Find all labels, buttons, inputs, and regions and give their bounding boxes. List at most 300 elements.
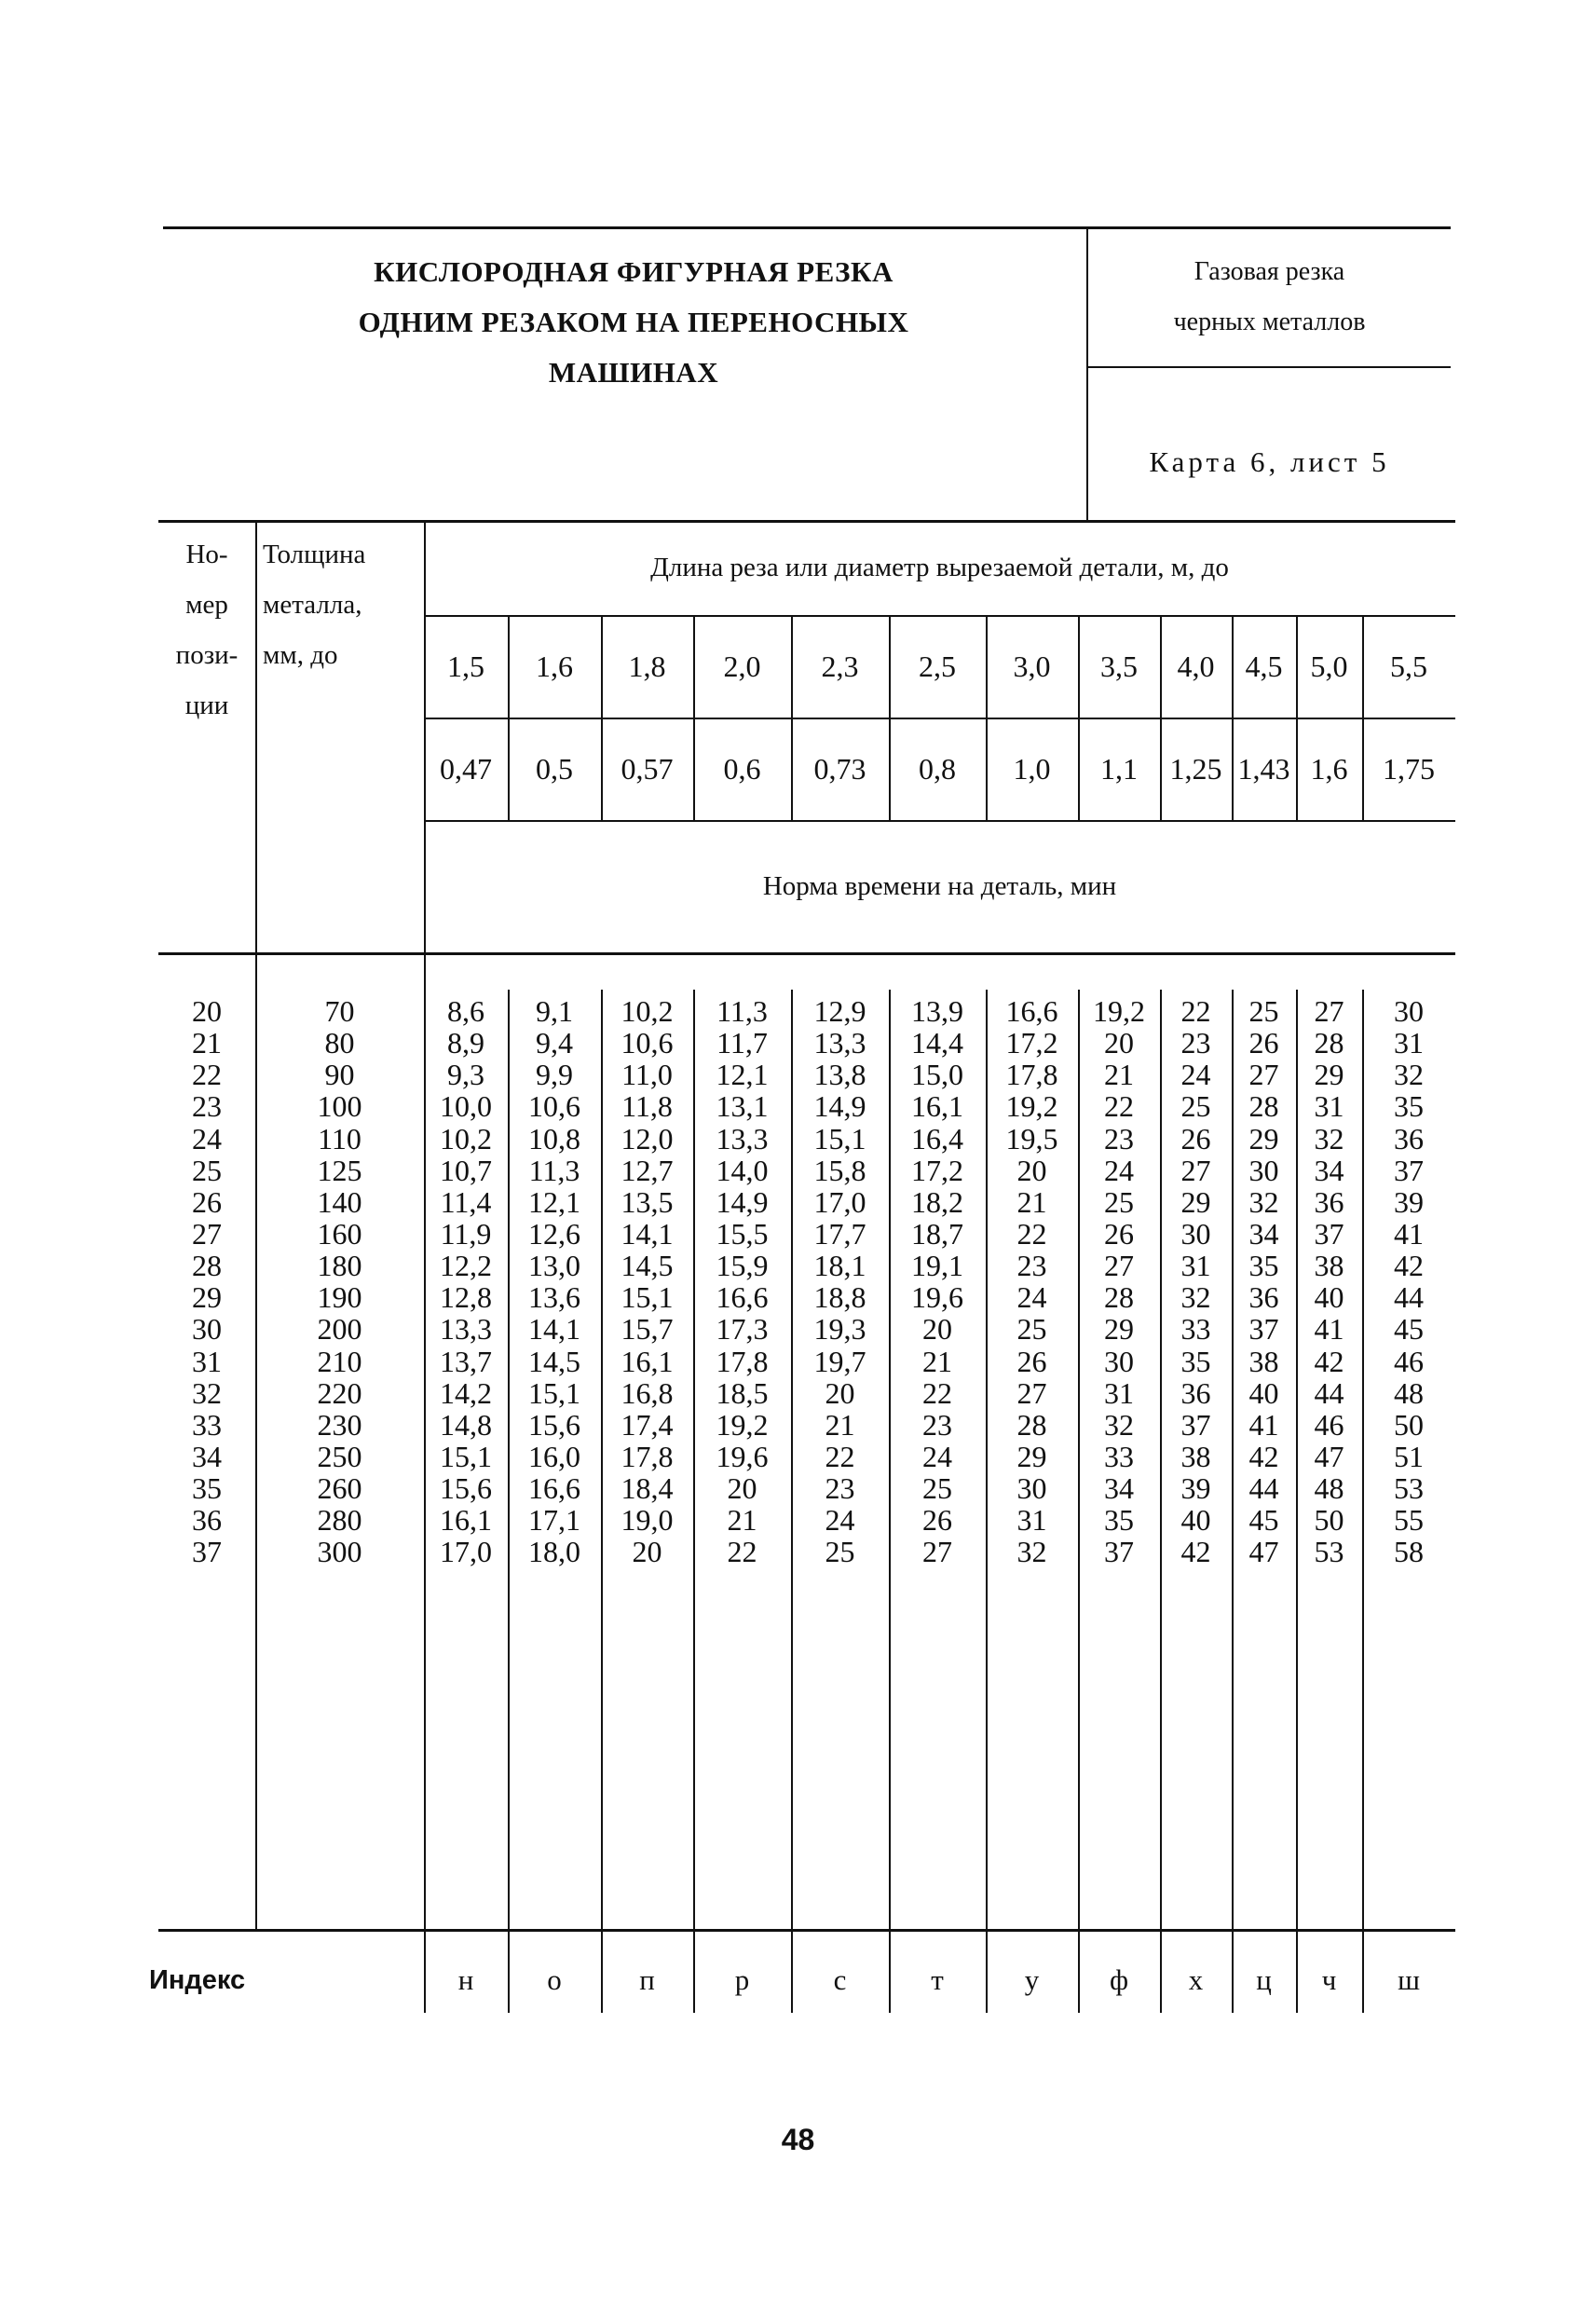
time-norm-cell: 13,0	[528, 1249, 580, 1283]
length-value-cell: 0,47	[440, 752, 492, 786]
time-norm-cell: 17,8	[621, 1440, 674, 1474]
time-norm-cell: 10,2	[440, 1121, 492, 1156]
col-header-position-line: ции	[184, 691, 229, 720]
time-norm-cell: 14,8	[440, 1407, 492, 1442]
time-norm-cell: 48	[1394, 1375, 1424, 1410]
time-norm-cell: 24	[825, 1503, 855, 1538]
position-number: 27	[192, 1216, 222, 1251]
time-norm-cell: 35	[1180, 1344, 1211, 1378]
length-value-cell: 5,5	[1390, 650, 1427, 683]
time-norm-cell: 8,6	[447, 993, 484, 1028]
header-vertical-separator	[1086, 226, 1088, 520]
length-value-cell: 0,73	[813, 752, 866, 786]
time-norm-cell: 35	[1104, 1503, 1134, 1538]
time-norm-cell: 13,9	[911, 993, 963, 1028]
time-norm-cell: 10,2	[621, 993, 674, 1028]
length-value-cell: 0,6	[723, 752, 761, 786]
time-norm-cell: 24	[922, 1440, 952, 1474]
time-norm-cell: 41	[1394, 1216, 1424, 1251]
time-norm-cell: 19,0	[621, 1503, 674, 1538]
position-number: 26	[192, 1184, 222, 1219]
time-norm-cell: 16,6	[1005, 993, 1058, 1028]
time-norm-cell: 25	[1104, 1184, 1134, 1219]
time-norm-cell: 15,1	[528, 1375, 580, 1410]
index-letter: ц	[1256, 1963, 1272, 1996]
time-norm-cell: 15,6	[440, 1471, 492, 1506]
position-number: 36	[192, 1503, 222, 1538]
col-header-thickness-line: мм, до	[263, 640, 338, 670]
time-norm-cell: 20	[1104, 1026, 1134, 1060]
time-norm-cell: 26	[1248, 1026, 1279, 1060]
time-norm-cell: 16,6	[528, 1471, 580, 1506]
time-norm-cell: 36	[1248, 1280, 1279, 1315]
time-norm-cell: 13,1	[716, 1089, 769, 1124]
length-value-cell: 0,57	[621, 752, 674, 786]
position-number: 25	[192, 1153, 222, 1187]
thickness-value: 230	[317, 1407, 362, 1442]
time-norm-cell: 31	[1314, 1089, 1344, 1124]
table-data-bottom-rule	[158, 1929, 1455, 1932]
time-norm-cell: 18,5	[716, 1375, 769, 1410]
time-norm-cell: 9,4	[536, 1026, 573, 1060]
time-norm-cell: 8,9	[447, 1026, 484, 1060]
time-norm-cell: 17,0	[813, 1184, 866, 1219]
time-norm-cell: 44	[1314, 1375, 1344, 1410]
time-norm-cell: 28	[1248, 1089, 1279, 1124]
time-norm-cell: 18,1	[813, 1249, 866, 1283]
thickness-value: 110	[318, 1121, 361, 1156]
time-norm-cell: 37	[1104, 1535, 1134, 1569]
position-number: 31	[192, 1344, 222, 1378]
time-norm-cell: 14,1	[621, 1216, 674, 1251]
length-value-cell: 3,0	[1013, 650, 1051, 683]
time-norm-cell: 36	[1314, 1184, 1344, 1219]
time-norm-cell: 15,0	[911, 1058, 963, 1092]
length-value-cell: 0,5	[536, 752, 573, 786]
time-norm-cell: 41	[1314, 1312, 1344, 1347]
norm-time-header: Норма времени на деталь, мин	[762, 871, 1117, 901]
time-norm-cell: 11,3	[716, 993, 768, 1028]
time-norm-cell: 22	[1104, 1089, 1134, 1124]
time-norm-cell: 32	[1248, 1184, 1279, 1219]
time-norm-cell: 45	[1394, 1312, 1424, 1347]
time-norm-cell: 16,1	[911, 1089, 963, 1124]
time-norm-cell: 14,0	[716, 1153, 769, 1187]
length-value-cell: 2,5	[919, 650, 956, 683]
length-value-cell: 0,8	[919, 752, 956, 786]
time-norm-cell: 37	[1394, 1153, 1424, 1187]
time-norm-cell: 16,6	[716, 1280, 769, 1315]
time-norm-cell: 39	[1394, 1184, 1424, 1219]
time-norm-cell: 51	[1394, 1440, 1424, 1474]
time-norm-cell: 19,2	[716, 1407, 769, 1442]
time-norm-cell: 10,6	[528, 1089, 580, 1124]
time-norm-cell: 28	[1314, 1026, 1344, 1060]
position-number: 23	[192, 1089, 222, 1124]
position-number: 22	[192, 1058, 222, 1092]
col-header-thickness	[263, 529, 424, 680]
time-norm-cell: 23	[1104, 1121, 1134, 1156]
time-norm-cell: 14,2	[440, 1375, 492, 1410]
header-right-separator	[1086, 366, 1451, 368]
time-norm-cell: 30	[1180, 1216, 1211, 1251]
time-norm-cell: 20	[632, 1535, 662, 1569]
thickness-value: 260	[317, 1471, 362, 1506]
time-norm-cell: 13,3	[440, 1312, 492, 1347]
thickness-value: 70	[324, 993, 355, 1028]
position-number: 33	[192, 1407, 222, 1442]
time-norm-cell: 18,4	[621, 1471, 674, 1506]
time-norm-cell: 34	[1314, 1153, 1344, 1187]
time-norm-cell: 37	[1314, 1216, 1344, 1251]
document-title	[280, 247, 988, 398]
length-value-cell: 1,8	[628, 650, 666, 683]
index-label: Индекс	[149, 1965, 246, 1995]
time-norm-cell: 35	[1394, 1089, 1424, 1124]
time-norm-cell: 21	[825, 1407, 855, 1442]
time-norm-cell: 17,2	[1005, 1026, 1058, 1060]
col-header-position-line: Но-	[185, 540, 228, 569]
time-norm-cell: 28	[1016, 1407, 1047, 1442]
time-norm-cell: 21	[1104, 1058, 1134, 1092]
time-norm-cell: 31	[1016, 1503, 1047, 1538]
time-norm-cell: 29	[1180, 1184, 1211, 1219]
time-norm-cell: 19,6	[911, 1280, 963, 1315]
time-norm-cell: 26	[922, 1503, 952, 1538]
thickness-value: 200	[317, 1312, 362, 1347]
time-norm-cell: 30	[1394, 993, 1424, 1028]
position-number: 24	[192, 1121, 222, 1156]
time-norm-cell: 46	[1394, 1344, 1424, 1378]
time-norm-cell: 37	[1248, 1312, 1279, 1347]
time-norm-cell: 14,4	[911, 1026, 963, 1060]
col-header-position-line: пози-	[175, 640, 239, 670]
time-norm-cell: 50	[1394, 1407, 1424, 1442]
length-value-cell: 1,43	[1237, 752, 1290, 786]
section-line: черных металлов	[1173, 308, 1366, 336]
time-norm-cell: 21	[1016, 1184, 1047, 1219]
time-norm-cell: 11,3	[528, 1153, 580, 1187]
thickness-value: 220	[317, 1375, 362, 1410]
time-norm-cell: 42	[1314, 1344, 1344, 1378]
time-norm-cell: 22	[825, 1440, 855, 1474]
col-header-thickness-line: металла,	[263, 590, 362, 620]
time-norm-cell: 20	[727, 1471, 757, 1506]
time-norm-cell: 38	[1180, 1440, 1211, 1474]
time-norm-cell: 17,2	[911, 1153, 963, 1187]
time-norm-cell: 26	[1016, 1344, 1047, 1378]
time-norm-cell: 26	[1180, 1121, 1211, 1156]
time-norm-cell: 26	[1104, 1216, 1134, 1251]
time-norm-cell: 28	[1104, 1280, 1134, 1315]
time-norm-cell: 32	[1394, 1058, 1424, 1092]
thickness-value: 125	[317, 1153, 362, 1187]
position-number: 28	[192, 1249, 222, 1283]
time-norm-cell: 14,9	[716, 1184, 769, 1219]
norms-table	[149, 520, 1455, 2026]
time-norm-cell: 39	[1180, 1471, 1211, 1506]
time-norm-cell: 53	[1314, 1535, 1344, 1569]
time-norm-cell: 22	[1016, 1216, 1047, 1251]
position-number: 29	[192, 1280, 222, 1315]
time-norm-cell: 31	[1104, 1375, 1134, 1410]
time-norm-cell: 12,7	[621, 1153, 674, 1187]
time-norm-cell: 29	[1314, 1058, 1344, 1092]
time-norm-cell: 30	[1248, 1153, 1279, 1187]
thickness-value: 280	[317, 1503, 362, 1538]
time-norm-cell: 12,8	[440, 1280, 492, 1315]
title-line: КИСЛОРОДНАЯ ФИГУРНАЯ РЕЗКА	[374, 255, 893, 288]
time-norm-cell: 29	[1248, 1121, 1279, 1156]
time-norm-cell: 55	[1394, 1503, 1424, 1538]
time-norm-cell: 14,1	[528, 1312, 580, 1347]
time-norm-cell: 41	[1248, 1407, 1279, 1442]
length-value-cell: 1,6	[1310, 752, 1348, 786]
time-norm-cell: 19,5	[1005, 1121, 1058, 1156]
time-norm-cell: 11,9	[440, 1216, 492, 1251]
time-norm-cell: 44	[1394, 1280, 1424, 1315]
time-norm-cell: 36	[1180, 1375, 1211, 1410]
time-norm-cell: 32	[1314, 1121, 1344, 1156]
time-norm-cell: 38	[1248, 1344, 1279, 1378]
length-value-cell: 1,5	[447, 650, 484, 683]
length-value-cell: 2,0	[723, 650, 761, 683]
time-norm-cell: 32	[1104, 1407, 1134, 1442]
index-letter: х	[1188, 1963, 1204, 1996]
thickness-value: 80	[324, 1026, 355, 1060]
time-norm-cell: 23	[1016, 1249, 1047, 1283]
position-number: 34	[192, 1440, 222, 1474]
time-norm-cell: 24	[1016, 1280, 1047, 1315]
time-norm-cell: 22	[922, 1375, 952, 1410]
time-norm-cell: 15,1	[621, 1280, 674, 1315]
section-name	[1099, 247, 1439, 348]
time-norm-cell: 11,7	[716, 1026, 768, 1060]
time-norm-cell: 20	[1016, 1153, 1047, 1187]
time-norm-cell: 47	[1314, 1440, 1344, 1474]
time-norm-cell: 18,7	[911, 1216, 963, 1251]
time-norm-cell: 22	[727, 1535, 757, 1569]
time-norm-cell: 10,0	[440, 1089, 492, 1124]
time-norm-cell: 14,5	[528, 1344, 580, 1378]
time-norm-cell: 19,1	[911, 1249, 963, 1283]
index-letter: п	[639, 1963, 655, 1996]
time-norm-cell: 31	[1394, 1026, 1424, 1060]
time-norm-cell: 38	[1314, 1249, 1344, 1283]
time-norm-cell: 18,2	[911, 1184, 963, 1219]
time-norm-cell: 9,3	[447, 1058, 484, 1092]
time-norm-cell: 14,9	[813, 1089, 866, 1124]
time-norm-cell: 25	[1016, 1312, 1047, 1347]
index-letter: у	[1024, 1963, 1040, 1996]
time-norm-cell: 50	[1314, 1503, 1344, 1538]
time-norm-cell: 15,6	[528, 1407, 580, 1442]
index-letter: ш	[1398, 1963, 1420, 1996]
index-letter: р	[734, 1963, 750, 1996]
time-norm-cell: 22	[1180, 993, 1211, 1028]
thickness-value: 210	[317, 1344, 362, 1378]
length-value-cell: 1,0	[1013, 752, 1051, 786]
time-norm-cell: 31	[1180, 1249, 1211, 1283]
time-norm-cell: 12,6	[528, 1216, 580, 1251]
cut-length-header: Длина реза или диаметр вырезаемой детали, м, до	[650, 553, 1229, 582]
length-value-cell: 1,1	[1100, 752, 1138, 786]
index-letter: с	[833, 1963, 847, 1996]
time-norm-cell: 13,3	[813, 1026, 866, 1060]
time-norm-cell: 11,0	[621, 1058, 673, 1092]
page-number: 48	[781, 2123, 815, 2156]
index-letter: н	[457, 1963, 474, 1996]
time-norm-cell: 19,3	[813, 1312, 866, 1347]
time-norm-cell: 42	[1394, 1249, 1424, 1283]
time-norm-cell: 10,6	[621, 1026, 674, 1060]
time-norm-cell: 9,1	[536, 993, 573, 1028]
length-value-cell: 3,5	[1100, 650, 1138, 683]
time-norm-cell: 13,6	[528, 1280, 580, 1315]
time-norm-cell: 10,7	[440, 1153, 492, 1187]
time-norm-cell: 15,7	[621, 1312, 674, 1347]
time-norm-cell: 29	[1016, 1440, 1047, 1474]
header-top-rule	[163, 226, 1451, 229]
length-value-cell: 1,6	[536, 650, 573, 683]
length-value-cell: 2,3	[821, 650, 859, 683]
time-norm-cell: 40	[1314, 1280, 1344, 1315]
time-norm-cell: 10,8	[528, 1121, 580, 1156]
time-norm-cell: 15,5	[716, 1216, 769, 1251]
time-norm-cell: 27	[1314, 993, 1344, 1028]
time-norm-cell: 18,8	[813, 1280, 866, 1315]
time-norm-cell: 20	[922, 1312, 952, 1347]
col-header-position	[158, 529, 255, 731]
card-sheet-label: Карта 6, лист 5	[1149, 445, 1390, 478]
time-norm-cell: 15,1	[440, 1440, 492, 1474]
time-norm-cell: 21	[922, 1344, 952, 1378]
time-norm-cell: 16,1	[621, 1344, 674, 1378]
time-norm-cell: 33	[1104, 1440, 1134, 1474]
length-value-cell: 4,5	[1245, 650, 1283, 683]
time-norm-cell: 17,1	[528, 1503, 580, 1538]
time-norm-cell: 20	[825, 1375, 855, 1410]
time-norm-cell: 11,8	[621, 1089, 673, 1124]
time-norm-cell: 29	[1104, 1312, 1134, 1347]
time-norm-cell: 16,1	[440, 1503, 492, 1538]
time-norm-cell: 30	[1104, 1344, 1134, 1378]
time-norm-cell: 23	[922, 1407, 952, 1442]
time-norm-cell: 11,4	[440, 1184, 492, 1219]
time-norm-cell: 12,9	[813, 993, 866, 1028]
index-letter: о	[547, 1963, 562, 1996]
col-header-thickness-line: Толщина	[263, 540, 366, 569]
time-norm-cell: 44	[1248, 1471, 1279, 1506]
position-number: 32	[192, 1375, 222, 1410]
time-norm-cell: 17,4	[621, 1407, 674, 1442]
index-letter: ф	[1109, 1963, 1129, 1996]
time-norm-cell: 13,5	[621, 1184, 674, 1219]
time-norm-cell: 24	[1180, 1058, 1211, 1092]
time-norm-cell: 45	[1248, 1503, 1279, 1538]
time-norm-cell: 19,2	[1005, 1089, 1058, 1124]
thickness-value: 100	[317, 1089, 362, 1124]
time-norm-cell: 23	[1180, 1026, 1211, 1060]
position-number: 37	[192, 1535, 222, 1569]
time-norm-cell: 25	[922, 1471, 952, 1506]
time-norm-cell: 15,9	[716, 1249, 769, 1283]
time-norm-cell: 47	[1248, 1535, 1279, 1569]
time-norm-cell: 25	[825, 1535, 855, 1569]
time-norm-cell: 27	[922, 1535, 952, 1569]
length-value-cell: 1,75	[1383, 752, 1435, 786]
table-header-bottom-rule	[158, 952, 1455, 955]
time-norm-cell: 27	[1180, 1153, 1211, 1187]
thickness-value: 160	[317, 1216, 362, 1251]
time-norm-cell: 37	[1180, 1407, 1211, 1442]
time-norm-cell: 16,4	[911, 1121, 963, 1156]
time-norm-cell: 17,0	[440, 1535, 492, 1569]
time-norm-cell: 27	[1248, 1058, 1279, 1092]
time-norm-cell: 33	[1180, 1312, 1211, 1347]
length-value-cell: 4,0	[1177, 650, 1215, 683]
time-norm-cell: 19,7	[813, 1344, 866, 1378]
time-norm-cell: 40	[1248, 1375, 1279, 1410]
index-letter: ч	[1321, 1963, 1337, 1996]
position-number: 30	[192, 1312, 222, 1347]
col-header-position-line: мер	[185, 590, 228, 620]
length-value-cell: 1,25	[1169, 752, 1222, 786]
time-norm-cell: 15,1	[813, 1121, 866, 1156]
time-norm-cell: 19,6	[716, 1440, 769, 1474]
position-number: 35	[192, 1471, 222, 1506]
position-number: 21	[192, 1026, 222, 1060]
time-norm-cell: 17,8	[716, 1344, 769, 1378]
time-norm-cell: 14,5	[621, 1249, 674, 1283]
time-norm-cell: 36	[1394, 1121, 1424, 1156]
time-norm-cell: 24	[1104, 1153, 1134, 1187]
time-norm-cell: 12,1	[528, 1184, 580, 1219]
time-norm-cell: 16,0	[528, 1440, 580, 1474]
title-line: МАШИНАХ	[548, 356, 719, 389]
time-norm-cell: 46	[1314, 1407, 1344, 1442]
time-norm-cell: 12,0	[621, 1121, 674, 1156]
time-norm-cell: 18,0	[528, 1535, 580, 1569]
time-norm-cell: 12,2	[440, 1249, 492, 1283]
time-norm-cell: 9,9	[536, 1058, 573, 1092]
time-norm-cell: 13,3	[716, 1121, 769, 1156]
time-norm-cell: 35	[1248, 1249, 1279, 1283]
time-norm-cell: 42	[1248, 1440, 1279, 1474]
time-norm-cell: 32	[1016, 1535, 1047, 1569]
time-norm-cell: 13,8	[813, 1058, 866, 1092]
time-norm-cell: 23	[825, 1471, 855, 1506]
thickness-value: 180	[317, 1249, 362, 1283]
time-norm-cell: 40	[1180, 1503, 1211, 1538]
time-norm-cell: 32	[1180, 1280, 1211, 1315]
length-value-cell: 5,0	[1310, 650, 1348, 683]
time-norm-cell: 12,1	[716, 1058, 769, 1092]
position-number: 20	[192, 993, 222, 1028]
time-norm-cell: 17,8	[1005, 1058, 1058, 1092]
thickness-value: 300	[317, 1535, 362, 1569]
time-norm-cell: 27	[1104, 1249, 1134, 1283]
thickness-value: 250	[317, 1440, 362, 1474]
section-line: Газовая резка	[1194, 257, 1345, 286]
time-norm-cell: 58	[1394, 1535, 1424, 1569]
time-norm-cell: 53	[1394, 1471, 1424, 1506]
time-norm-cell: 17,3	[716, 1312, 769, 1347]
thickness-value: 90	[324, 1058, 355, 1092]
time-norm-cell: 16,8	[621, 1375, 674, 1410]
thickness-value: 140	[317, 1184, 362, 1219]
time-norm-cell: 21	[727, 1503, 757, 1538]
